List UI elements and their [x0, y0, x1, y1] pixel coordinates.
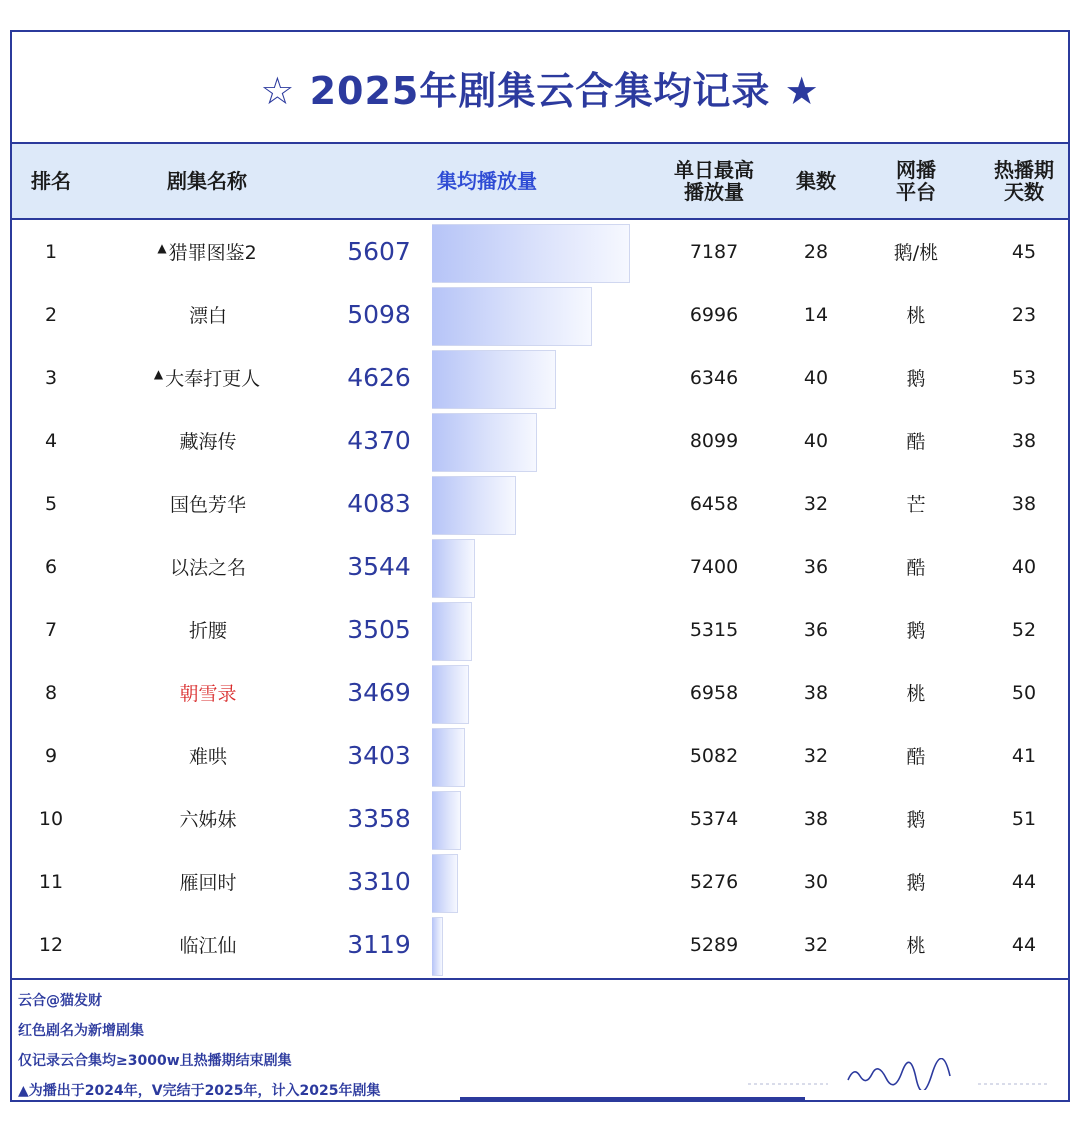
hot-days-cell: 41 [1011, 744, 1037, 767]
header-avg-play: 集均播放量 [437, 169, 537, 193]
episodes-cell: 38 [803, 681, 829, 704]
avg-play-bar [432, 917, 443, 976]
rank-cell: 9 [44, 744, 58, 767]
drama-name: 大奉打更人 [165, 368, 261, 390]
platform-cell: 酷 [906, 557, 926, 579]
drama-name: 雁回时 [179, 872, 237, 894]
daily-peak-cell: 6958 [689, 681, 739, 704]
header-hot-days-line2: 天数 [1004, 180, 1044, 204]
daily-peak-cell: 6458 [689, 492, 739, 515]
rank-cell: 12 [38, 933, 64, 956]
platform-cell: 酷 [906, 431, 926, 453]
drama-name-cell [132, 724, 282, 787]
table-row [12, 661, 1068, 724]
platform-cell: 鹅 [906, 620, 926, 642]
rank-cell: 4 [44, 429, 58, 452]
header-name: 剧集名称 [167, 169, 247, 193]
daily-peak-cell: 8099 [689, 429, 739, 452]
rank-cell: 8 [44, 681, 58, 704]
header-platform-line2: 平台 [896, 180, 936, 204]
drama-name-cell [132, 598, 282, 661]
hot-days-cell: 44 [1011, 870, 1037, 893]
note-red-new: 红色剧名为新增剧集 [18, 1023, 144, 1039]
table-row [12, 913, 1068, 976]
avg-play-bar [432, 854, 458, 913]
avg-play-value: 4083 [347, 489, 411, 518]
avg-play-value: 5607 [347, 237, 411, 266]
avg-play-value: 3469 [347, 678, 411, 707]
avg-play-bar [432, 602, 472, 661]
drama-name: 国色芳华 [169, 494, 246, 516]
drama-name-cell [132, 346, 282, 409]
header-episodes: 集数 [796, 169, 836, 193]
hot-days-cell: 44 [1011, 933, 1037, 956]
avg-play-value: 4370 [347, 426, 411, 455]
drama-name-cell [132, 850, 282, 913]
daily-peak-cell: 5374 [689, 807, 739, 830]
episodes-cell: 40 [803, 429, 829, 452]
daily-peak-cell: 5276 [689, 870, 739, 893]
avg-play-value: 3358 [347, 804, 411, 833]
aired-2024-marker: ▲ [153, 366, 164, 381]
daily-peak-cell: 5082 [689, 744, 739, 767]
episodes-cell: 32 [803, 492, 829, 515]
avg-play-value: 3505 [347, 615, 411, 644]
episodes-cell: 32 [803, 933, 829, 956]
drama-name-cell [132, 535, 282, 598]
platform-cell: 鹅 [906, 368, 926, 390]
header-rank: 排名 [31, 169, 71, 193]
episodes-cell: 40 [803, 366, 829, 389]
avg-play-bar [432, 287, 592, 346]
avg-play-value: 5098 [347, 300, 411, 329]
avg-play-value: 3403 [347, 741, 411, 770]
drama-name-cell [132, 283, 282, 346]
hot-days-cell: 52 [1011, 618, 1037, 641]
daily-peak-cell: 7187 [689, 240, 739, 263]
avg-play-value: 3310 [347, 867, 411, 896]
avg-play-bar [432, 728, 465, 787]
drama-name: 临江仙 [179, 935, 237, 957]
table-row [12, 346, 1068, 409]
header-platform [876, 144, 956, 218]
avg-play-bar [432, 413, 537, 472]
hot-days-cell: 38 [1011, 492, 1037, 515]
drama-name-cell [132, 220, 282, 283]
platform-cell: 桃 [906, 935, 926, 957]
hot-days-cell: 45 [1011, 240, 1037, 263]
daily-peak-cell: 5315 [689, 618, 739, 641]
avg-play-value: 4626 [347, 363, 411, 392]
episodes-cell: 36 [803, 618, 829, 641]
table-row [12, 724, 1068, 787]
rank-cell: 11 [38, 870, 64, 893]
hot-days-cell: 40 [1011, 555, 1037, 578]
bottom-rule [460, 1097, 805, 1100]
avg-play-bar [432, 350, 556, 409]
episodes-cell: 36 [803, 555, 829, 578]
episodes-cell: 30 [803, 870, 829, 893]
avg-play-bar [432, 476, 516, 535]
table-row [12, 787, 1068, 850]
header-daily-peak-line1: 单日最高 [674, 158, 754, 182]
header-platform-line1: 网播 [896, 158, 936, 182]
avg-play-bar [432, 539, 475, 598]
page-title: ☆ 2025年剧集云合集均记录 ★ [12, 32, 1068, 144]
footer-notes [12, 978, 1068, 1102]
table-body [12, 220, 1068, 978]
rank-cell: 1 [44, 240, 58, 263]
drama-name-cell [132, 661, 282, 724]
daily-peak-cell: 5289 [689, 933, 739, 956]
table-frame [10, 30, 1070, 1102]
table-row [12, 472, 1068, 535]
table-row [12, 535, 1068, 598]
drama-name: 朝雪录 [179, 683, 237, 705]
drama-name: 六姊妹 [179, 809, 237, 831]
episodes-cell: 14 [803, 303, 829, 326]
hot-days-cell: 38 [1011, 429, 1037, 452]
rank-cell: 3 [44, 366, 58, 389]
platform-cell: 桃 [906, 683, 926, 705]
episodes-cell: 32 [803, 744, 829, 767]
aired-2024-marker: ▲ [157, 240, 167, 255]
note-criteria: 仅记录云合集均≥3000w且热播期结束剧集 [18, 1053, 292, 1069]
daily-peak-cell: 6346 [689, 366, 739, 389]
daily-peak-cell: 7400 [689, 555, 739, 578]
hot-days-cell: 50 [1011, 681, 1037, 704]
platform-cell: 鹅/桃 [893, 242, 939, 264]
signature-watermark [738, 1058, 1058, 1090]
platform-cell: 酷 [906, 746, 926, 768]
rank-cell: 2 [44, 303, 58, 326]
table-row [12, 220, 1068, 283]
daily-peak-cell: 6996 [689, 303, 739, 326]
header-daily-peak [662, 144, 766, 218]
drama-name: 猎罪图鉴2 [168, 242, 257, 264]
rank-cell: 5 [44, 492, 58, 515]
episodes-cell: 28 [803, 240, 829, 263]
header-hot-days-line1: 热播期 [994, 158, 1054, 182]
header-hot-days [974, 144, 1074, 218]
avg-play-value: 3119 [347, 930, 411, 959]
table-row [12, 409, 1068, 472]
hot-days-cell: 51 [1011, 807, 1037, 830]
table-row [12, 598, 1068, 661]
drama-name: 漂白 [188, 305, 227, 327]
avg-play-bar [432, 665, 469, 724]
avg-play-bar [432, 791, 461, 850]
table-row [12, 283, 1068, 346]
drama-name-cell [132, 913, 282, 976]
drama-name: 以法之名 [169, 557, 246, 579]
drama-name: 难哄 [188, 746, 227, 768]
table-header [12, 144, 1068, 220]
drama-name: 折腰 [188, 620, 227, 642]
drama-name-cell [132, 787, 282, 850]
drama-name-cell [132, 409, 282, 472]
avg-play-value: 3544 [347, 552, 411, 581]
drama-name: 藏海传 [179, 431, 237, 453]
rank-cell: 10 [38, 807, 64, 830]
rank-cell: 7 [44, 618, 58, 641]
rank-cell: 6 [44, 555, 58, 578]
platform-cell: 芒 [906, 494, 926, 516]
avg-play-bar [432, 224, 630, 283]
table-row [12, 850, 1068, 913]
platform-cell: 鹅 [906, 809, 926, 831]
note-source: 云合@猫发财 [18, 993, 102, 1009]
note-triangle: ▲为播出于2024年，V完结于2025年，计入2025年剧集 [18, 1083, 381, 1099]
platform-cell: 鹅 [906, 872, 926, 894]
episodes-cell: 38 [803, 807, 829, 830]
hot-days-cell: 53 [1011, 366, 1037, 389]
header-daily-peak-line2: 播放量 [684, 180, 744, 204]
platform-cell: 桃 [906, 305, 926, 327]
hot-days-cell: 23 [1011, 303, 1037, 326]
drama-name-cell [132, 472, 282, 535]
